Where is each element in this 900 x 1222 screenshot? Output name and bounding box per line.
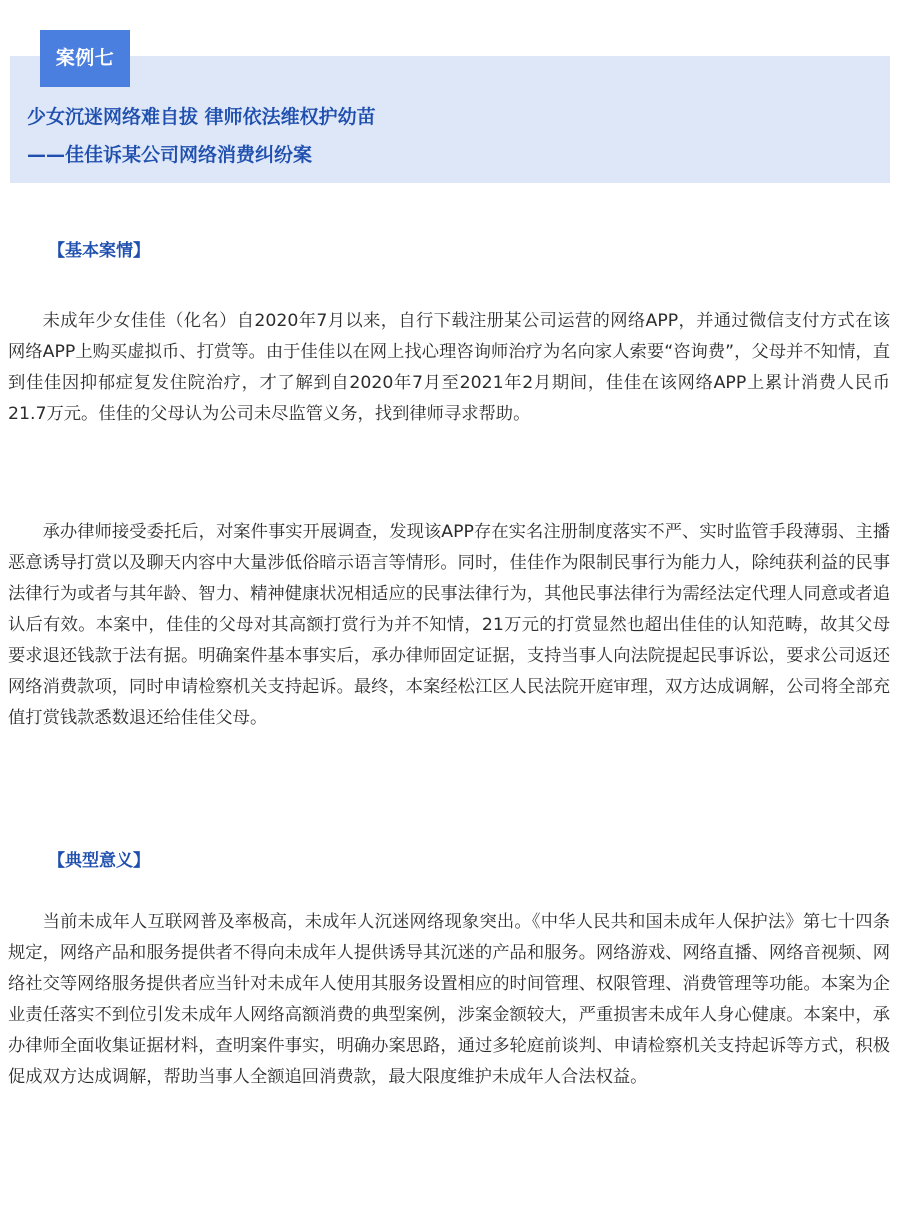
basic-facts-paragraph: 承办律师接受委托后，对案件事实开展调查，发现该APP存在实名注册制度落实不严、实时监管手段薄弱、主播恶意诱导打赏以及聊天内容中大量涉低俗暗示语言等情形。同时，佳佳作为限制民事行为能力人，除纯获利益的民事法律行为或者与其年龄、智力、精神健康状况相适应的民事法律行为，其他民事法律行为需经法定代理人同意或者追认后有效。本案中，佳佳的父母对其高额打赏行为并不知情，21万元的打赏显然也超出佳佳的认知范畴，故其父母要求退还钱款于法有据。明确案件基本事实后，承办律师固定证据，支持当事人向法院提起民事诉讼，要求公司返还网络消费款项，同时申请检察机关支持起诉。最终，本案经松江区人民法院开庭审理，双方达成调解，公司将全部充值打赏钱款悉数退还给佳佳父母。 (8, 522, 890, 728)
significance-paragraph: 当前未成年人互联网普及率极高，未成年人沉迷网络现象突出。《中华人民共和国未成年人保护法》第七十四条规定，网络产品和服务提供者不得向未成年人提供诱导其沉迷的产品和服务。网络游戏、网络直播、网络音视频、网络社交等网络服务提供者应当针对未成年人使用其服务设置相应的时间管理、权限管理、消费管理等功能。本案为企业责任落实不到位引发未成年人网络高额消费的典型案例，涉案金额较大，严重损害未成年人身心健康。本案中，承办律师全面收集证据材料，查明案件事实，明确办案思路，通过多轮庭前谈判、申请检察机关支持起诉等方式，积极促成双方达成调解，帮助当事人全额追回消费款，最大限度维护未成年人合法权益。 (8, 912, 890, 1087)
case-title: 少女沉迷网络难自拔 律师依法维权护幼苗 (27, 106, 376, 128)
case-subtitle: ——佳佳诉某公司网络消费纠纷案 (27, 144, 313, 166)
section-heading-significance: 【典型意义】 (48, 851, 150, 871)
basic-facts-paragraph: 未成年少女佳佳（化名）自2020年7月以来，自行下载注册某公司运营的网络APP，并通过微信支付方式在该网络APP上购买虚拟币、打赏等。由于佳佳以在网上找心理咨询师治疗为名向家人索要“咨询费”，父母并不知情，直到佳佳因抑郁症复发住院治疗，才了解到自2020年7月至2021年2月期间，佳佳在该网络APP上累计消费人民币21.7万元。佳佳的父母认为公司未尽监管义务，找到律师寻求帮助。 (8, 311, 890, 424)
case-number-badge: 案例七 (40, 30, 130, 87)
section-heading-basic-facts: 【基本案情】 (48, 241, 150, 261)
